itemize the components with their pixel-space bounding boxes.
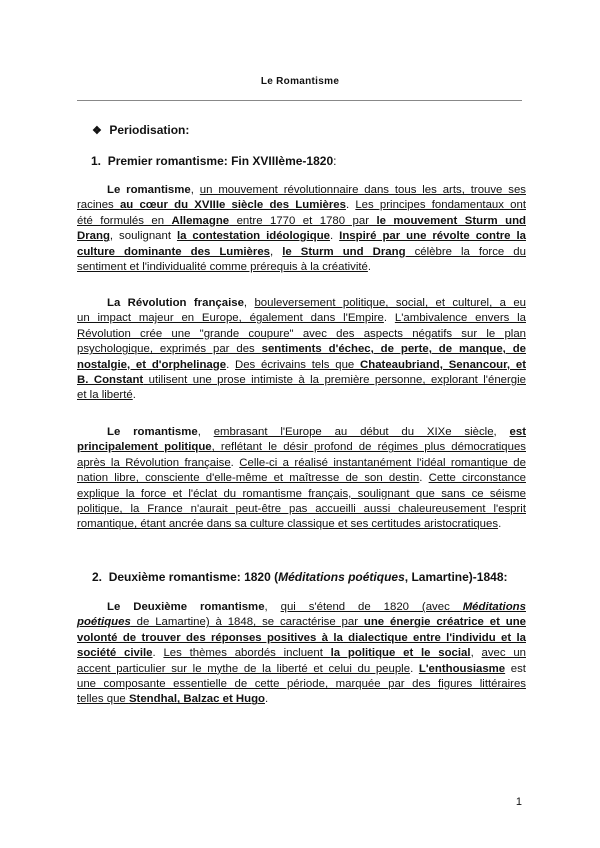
underlined-text: Les thèmes abordés incluent: [163, 647, 331, 660]
text: .: [367, 261, 372, 274]
text-line: [77, 373, 526, 388]
bold-italic-underlined-text: poétiques: [77, 616, 131, 629]
text: .: [419, 472, 429, 485]
bold-text: Le Deuxième romantisme: [107, 601, 265, 613]
text-line: [77, 358, 526, 373]
text-line: [77, 342, 526, 357]
underlined-text: et la liberté: [77, 389, 133, 402]
underlined-text: un mouvement révolutionnaire dans tous les arts, trouve ses: [199, 184, 526, 196]
heading-premier-romantisme: [91, 154, 336, 168]
text-line: [77, 440, 526, 455]
paragraph-4: [77, 600, 526, 708]
section-heading-periodisation: [92, 123, 189, 137]
title-rule: [77, 100, 522, 101]
bold-underlined-text: nostalgie, et d'orphelinage: [77, 358, 227, 371]
text-line: [77, 388, 526, 403]
underlined-text: utilisent une prose intimiste à la première personne, explorant l'énergie: [143, 374, 526, 387]
underlined-text: , reflétant le désir profond de régimes plus démocratiques: [211, 441, 526, 454]
bold-underlined-text: au cœur du XVIIIe siècle des Lumières: [119, 199, 346, 212]
text-line: [77, 487, 526, 502]
underlined-text: romantique, étant ancrée dans sa culture classique et ses certitudes aristocratiques: [77, 518, 499, 531]
underlined-text: qui s'étend de 1820 (avec: [280, 601, 463, 613]
underlined-text: après la Révolution française: [77, 456, 231, 469]
text: .: [226, 358, 235, 371]
text-line: [77, 646, 526, 661]
text-line: [77, 327, 526, 342]
text-line: [77, 456, 526, 471]
text-line: [77, 311, 526, 326]
text-line: [77, 296, 526, 311]
text: est: [505, 662, 526, 675]
section-label: Periodisation:: [109, 123, 190, 137]
text-line: [77, 183, 526, 198]
text-line: [77, 600, 526, 615]
text: ,: [470, 647, 482, 660]
text-line: [77, 198, 526, 213]
text-line: [77, 517, 526, 532]
underlined-text: politique, la France n'aurait peut-être pas accueilli aussi chaleureusement l'esprit: [77, 503, 526, 516]
underlined-text: entre 1770 et 1780 par: [229, 214, 377, 227]
text-line: [77, 260, 526, 275]
page-title: Le Romantisme: [260, 76, 340, 87]
underlined-text: un impact majeur en Europe, également dans l'Empire: [77, 312, 384, 325]
bold-underlined-text: Chateaubriand, Senancour, et: [360, 358, 526, 371]
underlined-text: Cette circonstance: [428, 472, 526, 485]
text: .: [265, 693, 269, 706]
underlined-text: Celle-ci a réalisé instantanément l'idéal romantique de: [239, 456, 526, 469]
underlined-text: célèbre la force du: [405, 245, 526, 258]
underlined-text: bouleversement politique, social, et culturel, a eu: [254, 297, 526, 309]
text: ,: [197, 426, 214, 438]
text: ,: [270, 245, 283, 258]
text: .: [330, 230, 340, 243]
text-line: [77, 677, 526, 692]
text: , soulignant: [109, 230, 177, 243]
text: .: [345, 199, 356, 212]
heading-deuxieme-romantisme: [92, 570, 507, 584]
underlined-text: été formulés en: [77, 214, 172, 227]
text-line: [77, 245, 526, 260]
text-line: [77, 615, 526, 630]
underlined-text: une composante essentielle de cette période, marquée par des figures littéraires: [77, 678, 526, 691]
bold-underlined-text: L'enthousiasme: [418, 662, 506, 675]
underlined-text: embrasant l'Europe au début du XIXe siècle: [213, 426, 494, 438]
bold-underlined-text: principalement politique: [77, 441, 212, 454]
text-line: [77, 425, 526, 440]
heading-label: Deuxième romantisme: 1820 (: [108, 570, 279, 584]
bold-underlined-text: le Sturm und Drang: [282, 245, 406, 258]
page-number: 1: [515, 796, 522, 808]
text: ,: [264, 601, 281, 613]
bold-underlined-text: sentiments d'échec, de perte, de manque, de: [261, 343, 527, 356]
bold-underlined-text: Inspiré par une révolte contre la: [339, 230, 526, 243]
text: ,: [243, 297, 255, 309]
heading-label-end: , Lamartine)-1848:: [404, 570, 508, 584]
underlined-text: accent particulier sur le mythe de la liberté et celui du peuple: [77, 662, 411, 675]
bold-underlined-text: volonté de trouver des réponses positives à la dialectique entre l'individu et la: [77, 631, 526, 644]
bold-italic-underlined-text: Méditations: [462, 601, 526, 613]
bold-underlined-text: le mouvement Sturm und: [376, 214, 526, 227]
underlined-text: de Lamartine) à 1848, se caractérise par: [130, 616, 364, 629]
bold-underlined-text: la contestation idéologique: [176, 230, 331, 243]
underlined-text: racines: [77, 199, 120, 212]
heading-italic-title: Méditations poétiques: [278, 570, 405, 584]
text: .: [410, 662, 419, 675]
text: ,: [190, 184, 200, 196]
text-line: [77, 631, 526, 646]
underlined-text: telles que: [77, 693, 129, 706]
text: ,: [493, 426, 510, 438]
paragraph-2: [77, 296, 526, 404]
heading-colon: :: [333, 154, 337, 168]
heading-number: 1.: [91, 154, 102, 168]
bold-text: Le romantisme: [107, 426, 198, 438]
bold-underlined-text: Allemagne: [171, 214, 230, 227]
underlined-text: Les principes fondamentaux ont: [355, 199, 526, 212]
bold-underlined-text: culture dominante des Lumières: [77, 245, 270, 258]
text: .: [132, 389, 136, 402]
text-line: [77, 214, 526, 229]
text: .: [383, 312, 395, 325]
paragraph-1: [77, 183, 526, 275]
bold-text: Le romantisme: [107, 184, 191, 196]
bold-underlined-text: Drang: [77, 230, 110, 243]
underlined-text: avec un: [481, 647, 526, 660]
bold-underlined-text: est: [509, 426, 526, 438]
bold-underlined-text: Stendhal, Balzac et Hugo: [128, 693, 266, 706]
text-line: [77, 229, 526, 244]
bold-underlined-text: la politique et le social: [330, 647, 471, 660]
text: .: [230, 456, 240, 469]
text-line: [77, 662, 526, 677]
underlined-text: L'ambivalence envers la: [394, 312, 526, 325]
heading-label: Premier romantisme: Fin XVIIIème-1820: [107, 154, 334, 168]
bold-underlined-text: une énergie créatrice et une: [363, 616, 526, 629]
diamond-bullet-icon: ❖: [92, 125, 102, 137]
text-line: [77, 471, 526, 486]
text-line: [77, 692, 526, 707]
bold-text: La Révolution française: [107, 297, 244, 309]
heading-number: 2.: [92, 570, 103, 584]
underlined-text: explique la force et l'éclat du romantisme français, soulignant que sans ce séisme: [77, 487, 526, 500]
text: .: [498, 518, 502, 531]
bold-underlined-text: société civile: [77, 647, 153, 660]
underlined-text: sentiment et l'individualité comme prérequis à la créativité: [77, 261, 368, 274]
text-line: [77, 502, 526, 517]
underlined-text: Des écrivains tels que: [235, 358, 361, 371]
underlined-text: Révolution crée une "grande coupure" avec des aspects négatifs sur le plan: [77, 327, 526, 340]
text: .: [152, 647, 164, 660]
paragraph-3: [77, 425, 526, 533]
bold-underlined-text: B. Constant: [77, 374, 144, 387]
underlined-text: psychologique, exprimés par des: [77, 343, 262, 356]
underlined-text: nation libre, consciente d'elle-même et maîtresse de son destin: [77, 472, 420, 485]
